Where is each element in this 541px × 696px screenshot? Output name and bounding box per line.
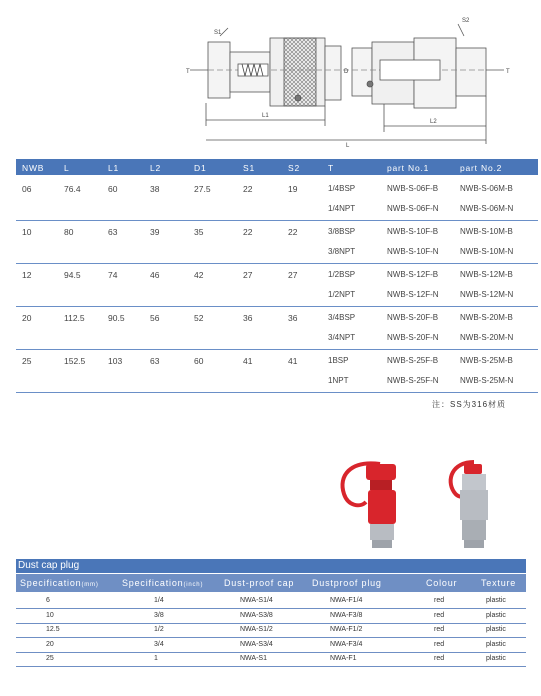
spec-cell-p1: NWB-S-10F-N — [387, 247, 439, 256]
dust-cell-mm: 12.5 — [46, 626, 60, 633]
spec-cell-t: 1/2BSP — [328, 270, 356, 279]
spec-cell-l: 94.5 — [64, 270, 81, 280]
dust-cell-texture: plastic — [486, 640, 506, 648]
spec-cell-p2: NWB-S-25M-B — [460, 356, 513, 365]
dust-cell-inch: 1/2 — [154, 626, 164, 633]
spec-cell-d1: 35 — [194, 227, 204, 237]
spec-cell-l2: 63 — [150, 356, 160, 366]
label-s1: S1 — [214, 30, 222, 36]
dust-cell-colour: red — [434, 597, 445, 604]
dust-header-unit: (inch) — [183, 582, 204, 588]
dust-header-text: Dustproof plug — [312, 578, 382, 588]
coupling-cross-section-drawing — [180, 8, 530, 148]
dust-cell-mm: 25 — [46, 655, 54, 662]
spec-cell-s2: 19 — [288, 184, 298, 194]
spec-cell-p1: NWB-S-20F-B — [387, 313, 439, 322]
dust-cell-plug: NWA-F3/4 — [330, 640, 363, 648]
dust-cell-mm: 10 — [46, 611, 54, 619]
dust-cell-cap: NWA-S1/2 — [240, 626, 273, 633]
dust-cell-cap: NWA-S3/8 — [240, 611, 273, 619]
spec-cell-p2: NWB-S-20M-B — [460, 313, 513, 322]
dust-cell-mm: 20 — [46, 640, 54, 648]
spec-cell-l2: 39 — [150, 227, 160, 237]
dust-cell-inch: 1 — [154, 655, 158, 662]
spec-cell-nwb: 12 — [22, 270, 32, 280]
dust-cell-inch: 3/8 — [154, 611, 164, 619]
spec-header-0: NWB — [22, 163, 45, 173]
spec-cell-t: 3/8NPT — [328, 247, 356, 256]
dust-cell-texture: plastic — [486, 626, 506, 633]
spec-cell-d1: 42 — [194, 270, 204, 280]
spec-cell-d1: 60 — [194, 356, 204, 366]
dust-cell-plug: NWA-F1/2 — [330, 626, 363, 633]
dust-table-title: Dust cap plug — [18, 560, 80, 571]
spec-cell-p2: NWB-S-06M-N — [460, 204, 514, 213]
dust-table-row — [16, 652, 526, 667]
dust-cell-texture: plastic — [486, 611, 506, 619]
dust-header-text: Specification — [122, 578, 184, 588]
dust-cell-plug: NWA-F1 — [330, 655, 357, 662]
spec-header-2: L1 — [108, 163, 120, 173]
spec-cell-p1: NWB-S-12F-B — [387, 270, 439, 279]
spec-cell-l2: 38 — [150, 184, 160, 194]
spec-cell-p1: NWB-S-06F-B — [387, 184, 439, 193]
spec-cell-p2: NWB-S-12M-B — [460, 270, 513, 279]
spec-header-3: L2 — [150, 163, 162, 173]
dust-header-text: Dust-proof cap — [224, 578, 295, 588]
spec-header-6: S2 — [288, 163, 300, 173]
dust-cell-texture: plastic — [486, 597, 506, 604]
dust-cell-cap: NWA-S3/4 — [240, 640, 273, 648]
label-l1: L1 — [262, 113, 269, 119]
label-t-right: T — [506, 69, 510, 75]
label-d: D — [344, 69, 349, 75]
dust-plug-photo — [438, 458, 508, 553]
spec-cell-l1: 74 — [108, 270, 118, 280]
material-note: 注：SS为316材质 — [432, 400, 507, 409]
spec-cell-l1: 90.5 — [108, 313, 125, 323]
spec-cell-nwb: 20 — [22, 313, 32, 323]
dust-header-5 — [481, 578, 516, 588]
spec-cell-l: 80 — [64, 227, 74, 237]
spec-cell-d1: 27.5 — [194, 184, 211, 194]
dust-header-3 — [312, 578, 382, 588]
dust-header-1 — [122, 578, 203, 588]
spec-cell-nwb: 10 — [22, 227, 32, 237]
spec-cell-t: 1/2NPT — [328, 290, 356, 299]
spec-cell-p2: NWB-S-10M-N — [460, 247, 514, 256]
spec-cell-nwb: 25 — [22, 356, 32, 366]
spec-header-1: L — [64, 163, 70, 173]
dust-header-text: Texture — [481, 578, 517, 588]
dust-header-4 — [426, 578, 457, 588]
spec-cell-t: 1BSP — [328, 356, 349, 365]
dust-cell-plug: NWA-F1/4 — [330, 597, 363, 604]
spec-cell-t: 3/8BSP — [328, 227, 356, 236]
spec-cell-t: 1NPT — [328, 376, 349, 385]
spec-cell-t: 3/4NPT — [328, 333, 356, 342]
spec-cell-l: 76.4 — [64, 184, 81, 194]
spec-cell-s2: 36 — [288, 313, 298, 323]
spec-cell-s1: 36 — [243, 313, 253, 323]
dust-table-title-bar — [16, 559, 526, 573]
spec-cell-l1: 103 — [108, 356, 123, 366]
label-s2: S2 — [462, 18, 470, 24]
spec-cell-l: 152.5 — [64, 356, 86, 366]
spec-cell-s2: 41 — [288, 356, 298, 366]
spec-cell-d1: 52 — [194, 313, 204, 323]
spec-cell-l: 112.5 — [64, 313, 85, 323]
spec-cell-s2: 27 — [288, 270, 298, 280]
spec-cell-l2: 56 — [150, 313, 160, 323]
spec-cell-nwb: 06 — [22, 184, 32, 194]
dust-cap-photo — [330, 458, 415, 553]
label-l2: L2 — [430, 119, 437, 125]
spec-cell-l1: 63 — [108, 227, 118, 237]
spec-cell-t: 1/4BSP — [328, 184, 356, 193]
spec-cell-p1: NWB-S-25F-N — [387, 376, 439, 385]
dust-cell-cap: NWA-S1/4 — [240, 597, 273, 604]
spec-cell-s2: 22 — [288, 227, 298, 237]
spec-cell-l1: 60 — [108, 184, 118, 194]
spec-cell-p1: NWB-S-25F-B — [387, 356, 439, 365]
spec-cell-l2: 46 — [150, 270, 160, 280]
dust-cell-colour: red — [434, 626, 445, 633]
spec-header-8: part No.1 — [387, 163, 430, 173]
dust-header-unit: (mm) — [81, 582, 99, 588]
dust-header-0 — [20, 578, 99, 588]
dust-header-text: Specification — [20, 578, 82, 588]
spec-header-9: part No.2 — [460, 163, 503, 173]
spec-cell-p2: NWB-S-12M-N — [460, 290, 514, 299]
label-t-left: T — [186, 69, 190, 75]
spec-cell-s1: 22 — [243, 227, 253, 237]
spec-cell-t: 3/4BSP — [328, 313, 356, 322]
label-l: L — [346, 143, 350, 148]
dust-cell-cap: NWA-S1 — [240, 655, 267, 662]
dust-header-text: Colour — [426, 578, 458, 588]
spec-cell-p1: NWB-S-12F-N — [387, 290, 439, 299]
spec-cell-p1: NWB-S-10F-B — [387, 227, 439, 236]
dust-cell-texture: plastic — [486, 655, 506, 662]
dust-cell-inch: 1/4 — [154, 597, 164, 604]
spec-cell-s1: 41 — [243, 356, 253, 366]
spec-cell-p2: NWB-S-25M-N — [460, 376, 514, 385]
dust-header-2 — [224, 578, 294, 588]
spec-cell-p1: NWB-S-20F-N — [387, 333, 439, 342]
spec-cell-p1: NWB-S-06F-N — [387, 204, 439, 213]
dust-cell-inch: 3/4 — [154, 640, 164, 648]
spec-header-7: T — [328, 163, 334, 173]
spec-header-5: S1 — [243, 163, 255, 173]
spec-cell-s1: 22 — [243, 184, 253, 194]
dust-cell-colour: red — [434, 640, 445, 648]
spec-header-4: D1 — [194, 163, 207, 173]
dust-cell-colour: red — [434, 655, 445, 662]
spec-cell-t: 1/4NPT — [328, 204, 356, 213]
spec-cell-s1: 27 — [243, 270, 253, 280]
dust-cell-colour: red — [434, 611, 445, 619]
dust-cell-mm: 6 — [46, 597, 50, 604]
dust-cell-plug: NWA-F3/8 — [330, 611, 363, 619]
spec-cell-p2: NWB-S-20M-N — [460, 333, 514, 342]
spec-cell-p2: NWB-S-06M-B — [460, 184, 513, 193]
spec-cell-p2: NWB-S-10M-B — [460, 227, 513, 236]
